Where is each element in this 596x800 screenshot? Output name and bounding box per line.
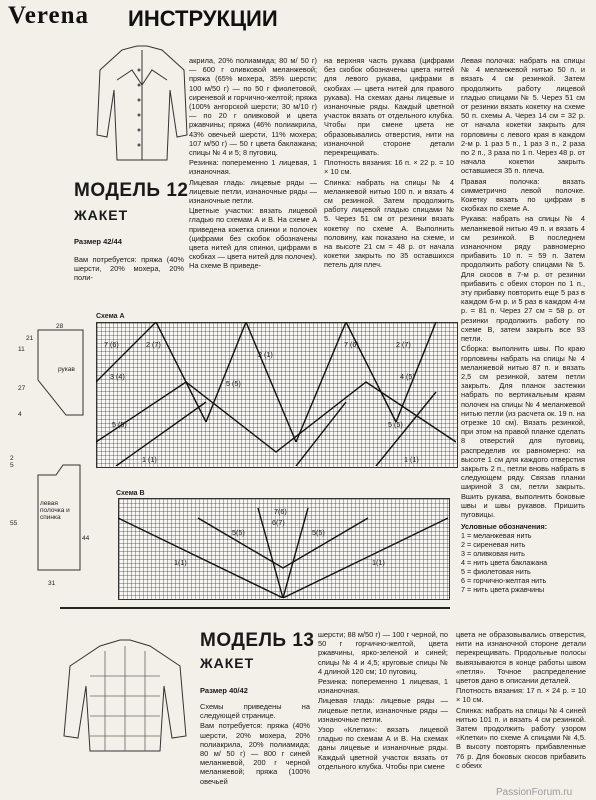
chart-label: 5(5)	[232, 528, 245, 537]
model12-title: МОДЕЛЬ 12	[74, 180, 189, 201]
model12-col1: акрила, 20% полиамида; 80 м/ 50 г) — 600 г оливковой меланжевой; пряжа (65% мохера, 35% шерсти; 100 м/50 г) — по 50 г фиолетовой, сиреневой и горчично-желтой; пряжа (100% ангорской шерсти; 30 м/10 г) — по 20 г оливковой и цвета ржавчины; пряжа (46% полиакрила, 43% овечьей шерсти, 11% мохера; 107 м/50 г) — 50 г цвета баклажана; спицы № 4 и 5; 8 пуговиц. Резинка: попеременно 1 лицевая, 1 изнаночная. Лицевая гладь: лицевые ряды — лицевые петли, изнаночные ряды — изнаночные петли. Цветные участки: вязать лицевой гладью по схемам А и В. На схеме А приведена кокетка спинки и полочек (цифрами без скобок обозначены цвета нитей для спинки, цифрами в скобках — цвета нитей для полочек). На схеме В приведе-	[189, 56, 317, 271]
legend-item: 5 = фиолетовая нить	[461, 567, 531, 576]
model12-col3: Левая полочка: набрать на спицы № 4 меланжевой нитью 50 п. и вязать 4 см резинкой. Затем продолжить работу лицевой гладью спицами № 5. Через 51 см от резинки вязать кокетку на схеме 50 п. схемы А. Через 14 см = 32 р. от начала кокетки закрыть для горловины с левого края в каждом 2-м р. 1 раз 5 п., 1 раз 3 п., 2 раза по 2 п., 3 раза по 1 п. Через 48 р. от начала кокетки закрыть оставшиеся 35 п. плеча. Правая полочка: вязать симметрично левой полочке. Кокетку вязать по цифрам в скобках по схеме А. Рукава: набрать на спицы № 4 меланжевой нитью 49 п. и вязать 4 см резинкой. В последнем изнаночном ряду равномерно прибавить 10 п. = 59 п. Затем продолжить работу спицами № 5. Для скосов в 7-м р. от резинки прибавить с обеих сторон по 1 п., эту прибавку повторить еще 5 раз в каждом 6-м р. и 5 раз в каждом 4-м р. = 81 п. Через 27 см = 58 р. от резинки продолжить работу по схеме В, затем закрыть все 93 петли. Сборка: выполнить швы. По краю горловины набрать на спицы № 4 меланжевой нитью 87 п. и вязать 2,5 см резинкой, затем петли закрыть. Для планок застежки набрать по вертикальным краям полочек на спицы № 4 меланжевой нитью петли (из расчета ок. 19 п. на отрезке 10 см). Вязать резинкой, при этом на правой планке сделать 8 отверстий для пуговиц, распределив их равномерно: на высоте 1 см для каждого отверстия закрыть 2 п., петли вновь набрать в следующем ряду. Связав планки шириной 3 см, петли закрыть. Вшить рукава, выполнить боковые швы и швы рукавов. Пришить пуговицы.	[461, 56, 585, 519]
model12-needs: Вам потребуется: пряжа (40% шерсти, 20% мохера, 20% поли-	[74, 255, 184, 283]
legend-item: 3 = оливковая нить	[461, 549, 525, 558]
chart-label: 7 (6)	[104, 340, 119, 349]
chart-label: 2 (7)	[146, 340, 161, 349]
dim-5: 5	[10, 462, 14, 469]
page-title: ИНСТРУКЦИИ	[128, 6, 278, 31]
chart-label: 1(1)	[372, 558, 385, 567]
chart-label: 5 (5)	[112, 420, 127, 429]
dim-55: 55	[10, 520, 18, 527]
legend-item: 7 = нить цвета ржавчины	[461, 585, 545, 594]
chart-label: 7(6)	[274, 507, 287, 516]
scheme-b-label: Схема В	[116, 490, 145, 497]
chart-label: 1 (1)	[404, 455, 419, 464]
model13-size: Размер 40/42	[200, 686, 248, 695]
chart-label: 6(7)	[272, 518, 285, 527]
legend-title: Условные обозначения:	[461, 522, 548, 531]
sleeve-label: рукав	[58, 366, 75, 373]
dim-11: 11	[18, 346, 25, 353]
legend-item: 6 = горчично-желтая нить	[461, 576, 547, 585]
model12-col2: на верхняя часть рукава (цифрами без скобок обозначены цвета нитей для левого рукава, цифрами в скобках — цвета нитей для правого рукава). На схемах даны лицевые и изнаночные ряды. Каждый цветной участок вязать от отдельного клубка. Чтобы при смене цвета не образовывались отверстия, нити на изнаночной стороне детали перекрещивать. Плотность вязания: 16 п. × 22 р. = 10 × 10 см. Спинка: набрать на спицы № 4 меланжевой нитью 100 п. и вязать 4 см резинкой. Затем продолжить работу лицевой гладью спицами № 5. Через 51 см от резинки вязать кокетку по схеме А. Выполнить половину, как показано на схеме, и на высоте 21 см = 48 р. от начала кокетки закрыть по 35 оставшихся петель для плеч.	[324, 56, 454, 270]
dim-28: 28	[56, 323, 64, 330]
dim-2: 2	[10, 455, 14, 462]
dim-31: 31	[48, 580, 56, 587]
legend-item: 2 = сиреневая нить	[461, 540, 526, 549]
chart-label: 5 (5)	[388, 420, 403, 429]
chart-label: 5(5)	[312, 528, 325, 537]
chart-label: 3 (4)	[110, 372, 125, 381]
body-label: левая полочка и спинка	[40, 500, 70, 521]
legend-item: 4 = нить цвета баклажана	[461, 558, 548, 567]
legend-item: 1 = меланжевая нить	[461, 531, 532, 540]
section-divider	[60, 607, 450, 609]
chart-label: 2 (1)	[258, 350, 273, 359]
dim-4: 4	[18, 411, 22, 418]
scheme-a-label: Схема А	[96, 313, 125, 320]
chart-label: 7 (6)	[344, 340, 359, 349]
jacket-sketch-model13	[60, 636, 190, 756]
model13-subtitle: ЖАКЕТ	[200, 655, 255, 671]
model13-col2: шерсти; 88 м/50 г) — 100 г черной, по 50 г горчично-желтой, цвета ржавчины, ярко-зеленой и синей; спицы № 4 и 4,5; круговые спицы № 4 длиной 120 см; 10 пуговиц. Резинка: попеременно 1 лицевая, 1 изнаночная. Лицевая гладь: лицевые ряды — лицевые петли, изнаночные ряды — изнаночные петли. Узор «Клетки»: вязать лицевой гладью по схемам А и В. На схемах даны лицевые и изнаночные ряды. Каждый цветной участок вязать от отдельного клубка. Чтобы при смене	[318, 630, 448, 771]
jacket-sketch-model12	[92, 40, 192, 170]
model12-size: Размер 42/44	[74, 237, 122, 246]
chart-label: 4 (5)	[400, 372, 415, 381]
dim-44: 44	[82, 535, 90, 542]
dim-21: 21	[26, 335, 34, 342]
pattern-sketch	[8, 320, 90, 590]
model13-title: МОДЕЛЬ 13	[200, 630, 315, 651]
watermark: PassionForum.ru	[496, 787, 573, 798]
dim-27: 27	[18, 385, 26, 392]
model13-col3: цвета не образовывались отверстия, нити на изнаночной стороне детали перекрещивать. Продольные полосы вывязываются в конце работы швом «петля». Точное распределение цветов дано в описании деталей. Плотность вязания: 17 п. × 24 р. = 10 × 10 см. Спинка: набрать на спицы № 4 синей нитью 101 п. и вязать 4 см резинкой. Затем продолжить работу узором «Клетки» по схеме А спицами № 4,5. В высоту повторять прибавленные 76 р. Для боковых скосов прибавить с обеих	[456, 630, 586, 770]
brand-logo: Verena	[8, 2, 89, 29]
legend	[461, 522, 585, 594]
chart-label: 2 (7)	[396, 340, 411, 349]
model13-col1: Схемы приведены на следующей странице. Вам потребуется: пряжа (40% шерсти, 20% мохера, 20% полиакрила, 20% полиамида; 80 м/ 50 г) — 800 г синей меланжевой, 200 г черной меланжевой; пряжа (100% овечьей	[200, 702, 310, 786]
chart-label: 1 (1)	[142, 455, 157, 464]
chart-label: 5 (5)	[226, 379, 241, 388]
chart-label: 1(1)	[174, 558, 187, 567]
model12-subtitle: ЖАКЕТ	[74, 207, 129, 223]
